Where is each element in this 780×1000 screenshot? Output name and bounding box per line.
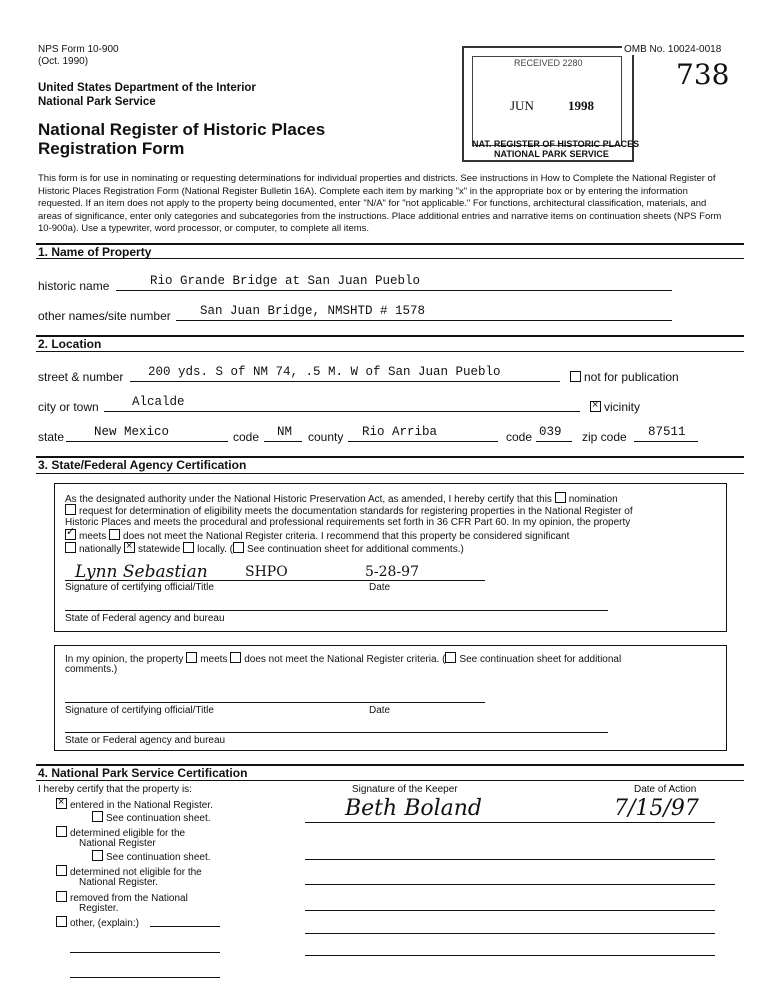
city-label: city or town: [38, 400, 99, 414]
action-date: 7/15/97: [614, 796, 699, 821]
certifying-signature: Lynn Sebastian: [75, 562, 208, 582]
historic-name-label: historic name: [38, 279, 110, 293]
opinion-text: In my opinion, the property: [65, 654, 184, 665]
stamp-month: JUN: [510, 98, 534, 113]
county-code-label: code: [506, 430, 533, 444]
cert-text-line4: does not meet the National Register criteria. I recommend that this property be considered significant: [123, 531, 570, 542]
opinion-box: In my opinion, the property meets does not meet the National Register criteria. ( See continuation sheet for additional comments.) Signature of certifying official/Title Date State or Federal agency and bureau: [54, 645, 727, 751]
vicinity-checkbox[interactable]: [590, 401, 601, 412]
signature-label: Signature of certifying official/Title: [65, 582, 214, 593]
cert-text-line3: Historic Places and meets the procedural and professional requirements set forth in 36 CFR Part 60. In my opinion, the property: [65, 517, 631, 528]
stamp-year: 1998: [568, 98, 594, 113]
state-label: state: [38, 430, 65, 444]
county-label: county: [308, 430, 344, 444]
vicinity: × vicinity: [590, 400, 640, 414]
opinion-meets-checkbox[interactable]: [186, 652, 197, 663]
agency-label: State of Federal agency and bureau: [65, 613, 225, 624]
certifying-date: 5-28-97: [365, 564, 419, 580]
determined-eligible-line2: National Register: [79, 838, 156, 849]
entered-label: entered in the National Register.: [70, 800, 213, 811]
keeper-label: Signature of the Keeper: [352, 784, 458, 795]
form-number: NPS Form 10-900: [38, 44, 119, 55]
see-cont-checkbox-1[interactable]: [92, 811, 103, 822]
date-label-2: Date: [369, 705, 391, 716]
removed-line2: Register.: [79, 903, 119, 914]
stamp-register: NAT. REGISTER OF HISTORIC PLACES: [472, 139, 640, 149]
state-certification-box: As the designated authority under the National Historic Preservation Act, as amended, I hereby certify that this nomination request for determination of eligibility meets the documentation standards for registering properties in the National Register of Historic Places and meets the procedural and professional requirements set forth in 36 CFR Part 60. In my opinion, the property ✓meets does not meet the National Register criteria. I recommend that this property be considered significant nationally × statewide locally. ( See continuation sheet for additional comments.) Lynn Sebastian SHPO 5-28-97 Signature of certifying official/Title Date State of Federal agency and bureau: [54, 483, 727, 632]
county-code-value: 039: [539, 425, 562, 439]
date-label: Date: [369, 582, 391, 593]
historic-name-value: Rio Grande Bridge at San Juan Pueblo: [150, 274, 421, 288]
omb-number: OMB No. 10024-0018: [624, 44, 722, 55]
city-value: Alcalde: [132, 395, 185, 409]
form-title: National Register of Historic Places: [38, 120, 326, 139]
form-date: (Oct. 1990): [38, 56, 89, 67]
section4-heading: 4. National Park Service Certification: [38, 766, 248, 780]
nps-intro: I hereby certify that the property is:: [38, 784, 192, 795]
signature-label-2: Signature of certifying official/Title: [65, 705, 214, 716]
not-for-publication-checkbox[interactable]: [570, 371, 581, 382]
handwritten-number: 738: [676, 58, 730, 91]
not-eligible-checkbox[interactable]: [56, 865, 67, 876]
date-of-action-label: Date of Action: [634, 784, 697, 795]
certifying-title: SHPO: [245, 564, 288, 580]
does-not-meet-checkbox[interactable]: [109, 529, 120, 540]
county-value: Rio Arriba: [362, 425, 438, 439]
service-name: National Park Service: [38, 96, 156, 108]
cont-sheet-checkbox[interactable]: [233, 542, 244, 553]
determined-eligible-checkbox[interactable]: [56, 826, 67, 837]
opinion-text-line2: comments.): [65, 664, 118, 675]
nomination-checkbox[interactable]: [555, 492, 566, 503]
agency-label-2: State or Federal agency and bureau: [65, 735, 226, 746]
removed-checkbox[interactable]: [56, 891, 67, 902]
state-code-label: code: [233, 430, 260, 444]
other-names-value: San Juan Bridge, NMSHTD # 1578: [200, 304, 426, 318]
instructions-paragraph: This form is for use in nominating or requesting determinations for individual properties and districts. See instructions in How to Complete the National Register of Historic Places Registration Form (National Register Bulletin 16A). Complete each item by marking "x" in the appropriate box or by entering the information requested. If an item does not apply to the property being documented, enter "N/A" for "not applicable." For functions, architectural classification, materials, and areas of significance, enter only categories and subcategories from the instructions. Place additional entries and narrative items on continuation sheets (NPS Form 10-900a). Use a typewriter, word processor, or computer, to complete all items.: [38, 173, 722, 234]
section2-heading: 2. Location: [38, 337, 102, 351]
nationally-checkbox[interactable]: [65, 542, 76, 553]
see-cont-checkbox-2[interactable]: [92, 850, 103, 861]
cert-text-line1: As the designated authority under the National Historic Preservation Act, as amended, I hereby certify that this: [65, 494, 552, 505]
received-stamp: [462, 46, 640, 162]
meets-checkbox[interactable]: [65, 529, 76, 540]
state-code-value: NM: [277, 425, 293, 439]
other-names-label: other names/site number: [38, 309, 171, 323]
locally-checkbox[interactable]: [183, 542, 194, 553]
request-checkbox[interactable]: [65, 504, 76, 515]
statewide-checkbox[interactable]: [124, 542, 135, 553]
section3-heading: 3. State/Federal Agency Certification: [38, 458, 247, 472]
section1-heading: 1. Name of Property: [38, 245, 152, 259]
street-label: street & number: [38, 370, 124, 384]
cert-text-line2: request for determination of eligibility meets the documentation standards for registering properties in the National Register of: [79, 506, 633, 517]
keeper-signature: Beth Boland: [345, 796, 483, 821]
zip-value: 87511: [648, 425, 686, 439]
street-value: 200 yds. S of NM 74, .5 M. W of San Juan Pueblo: [148, 365, 501, 379]
department-name: United States Department of the Interior: [38, 82, 256, 94]
opinion-cont-checkbox[interactable]: [445, 652, 456, 663]
opinion-not-meet-checkbox[interactable]: [230, 652, 241, 663]
not-eligible-line2: National Register.: [79, 877, 158, 888]
other-checkbox[interactable]: [56, 916, 67, 927]
zip-label: zip code: [582, 430, 627, 444]
form-subtitle: Registration Form: [38, 139, 185, 158]
stamp-service: NATIONAL PARK SERVICE: [494, 149, 609, 159]
entered-checkbox[interactable]: [56, 798, 67, 809]
not-for-publication: not for publication: [570, 370, 679, 384]
stamp-received: RECEIVED 2280: [514, 58, 583, 68]
state-value: New Mexico: [94, 425, 170, 439]
